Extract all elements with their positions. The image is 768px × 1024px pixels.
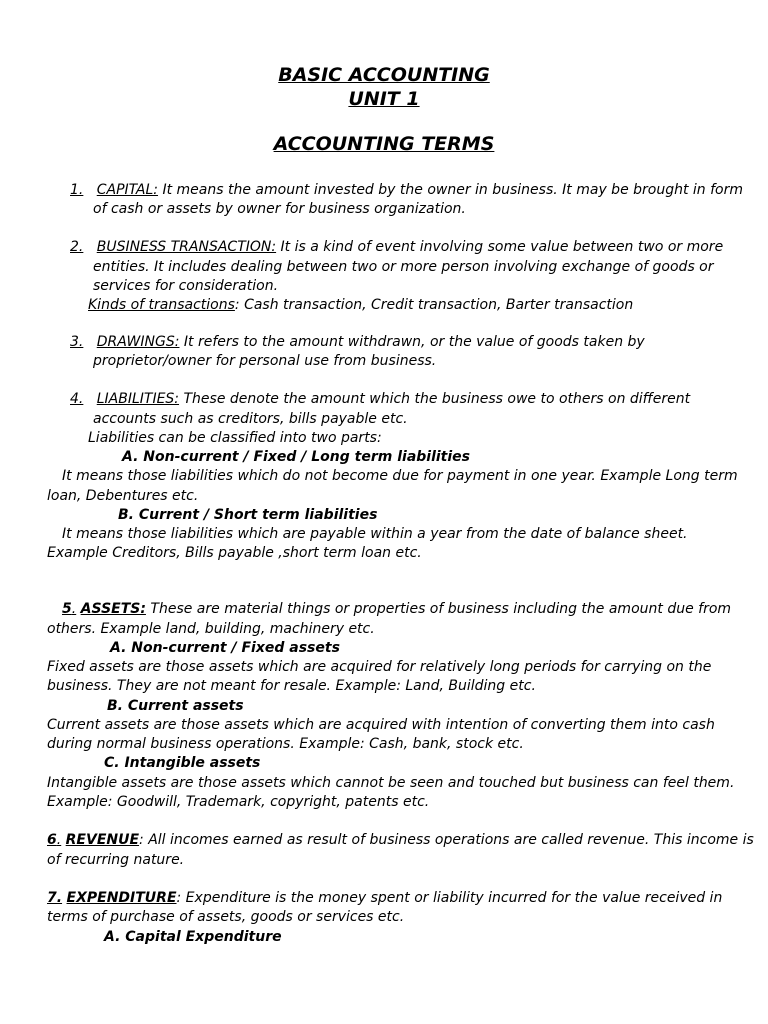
term-expenditure	[47, 889, 722, 908]
term-definition: : Expenditure is the money spent or liability incurred for the value received in	[176, 890, 723, 906]
fixed-assets-text-cont: business. They are not meant for resale. Example: Land, Building etc.	[47, 678, 536, 694]
current-assets-text-cont: during normal business operations. Example: Cash, bank, stock etc.	[47, 736, 524, 752]
term-definition-cont: of recurring nature.	[47, 852, 185, 868]
item-number: 2.	[70, 239, 84, 255]
term-label: CAPITAL:	[96, 182, 159, 198]
subheading-capital-expenditure: A. Capital Expenditure	[104, 929, 282, 945]
term-business-transaction	[70, 238, 723, 257]
kinds-label: Kinds of transactions	[88, 297, 235, 313]
term-label: REVENUE	[65, 832, 140, 848]
term-definition: : All incomes earned as result of business operations are called revenue. This income is	[139, 832, 754, 848]
term-revenue	[47, 831, 754, 850]
term-label: BUSINESS TRANSACTION:	[96, 239, 277, 255]
item-number: 5	[62, 601, 72, 617]
term-definition: It is a kind of event involving some value between two or more	[276, 239, 724, 255]
term-definition-cont: entities. It includes dealing between two or more person involving exchange of goods or	[93, 259, 714, 275]
kinds-of-transactions	[88, 296, 633, 315]
document-title: BASIC ACCOUNTING	[278, 64, 490, 86]
term-drawings	[70, 333, 645, 352]
term-liabilities	[70, 390, 690, 409]
intangible-assets-text: Intangible assets are those assets which cannot be seen and touched but business can feel them.	[47, 775, 735, 791]
term-definition-cont: of cash or assets by owner for business organization.	[93, 201, 466, 217]
item-number: 1.	[70, 182, 84, 198]
item-number: 3.	[70, 334, 84, 350]
term-definition: It means the amount invested by the owner in business. It may be brought in form	[158, 182, 744, 198]
term-assets	[62, 600, 731, 619]
term-definition: These denote the amount which the business owe to others on different	[179, 391, 691, 407]
term-definition-cont: services for consideration.	[93, 278, 279, 294]
term-label: EXPENDITURE	[66, 890, 177, 906]
subheading-intangible-assets: C. Intangible assets	[104, 755, 261, 771]
term-definition: These are material things or properties of business including the amount due from	[145, 601, 732, 617]
subheading-current-assets: B. Current assets	[107, 698, 244, 714]
current-liabilities-text: It means those liabilities which are payable within a year from the date of balance sheet.	[62, 526, 688, 542]
term-definition: It refers to the amount withdrawn, or the value of goods taken by	[179, 334, 645, 350]
noncurrent-liabilities-text: It means those liabilities which do not become due for payment in one year. Example Long term	[62, 468, 738, 484]
current-liabilities-text-cont: Example Creditors, Bills payable ,short term loan etc.	[47, 545, 422, 561]
unit-title: UNIT 1	[348, 88, 420, 110]
subheading-current-liabilities: B. Current / Short term liabilities	[118, 507, 378, 523]
item-number-dot: .	[56, 832, 62, 848]
section-heading: ACCOUNTING TERMS	[273, 133, 495, 155]
subheading-fixed-assets: A. Non-current / Fixed assets	[110, 640, 340, 656]
item-number: 4.	[70, 391, 84, 407]
term-label: DRAWINGS:	[96, 334, 180, 350]
term-definition-cont: proprietor/owner for personal use from business.	[93, 353, 437, 369]
term-label: LIABILITIES:	[96, 391, 180, 407]
noncurrent-liabilities-text-cont: loan, Debentures etc.	[47, 488, 199, 504]
kinds-text: : Cash transaction, Credit transaction, Barter transaction	[234, 297, 634, 313]
subheading-noncurrent-liabilities: A. Non-current / Fixed / Long term liabilities	[122, 449, 470, 465]
term-definition-cont: terms of purchase of assets, goods or services etc.	[47, 909, 405, 925]
term-definition-cont: others. Example land, building, machinery etc.	[47, 621, 375, 637]
term-definition-cont: accounts such as creditors, bills payable etc.	[93, 411, 408, 427]
fixed-assets-text: Fixed assets are those assets which are acquired for relatively long periods for carrying on the	[47, 659, 712, 675]
item-number-dot: .	[71, 601, 77, 617]
intangible-assets-text-cont: Example: Goodwill, Trademark, copyright, patents etc.	[47, 794, 430, 810]
term-capital	[70, 181, 743, 200]
current-assets-text: Current assets are those assets which are acquired with intention of converting them into cash	[47, 717, 715, 733]
item-number: 6	[47, 832, 57, 848]
term-label: ASSETS:	[80, 601, 146, 617]
liabilities-classification: Liabilities can be classified into two parts:	[88, 430, 382, 446]
item-number: 7.	[47, 890, 63, 906]
